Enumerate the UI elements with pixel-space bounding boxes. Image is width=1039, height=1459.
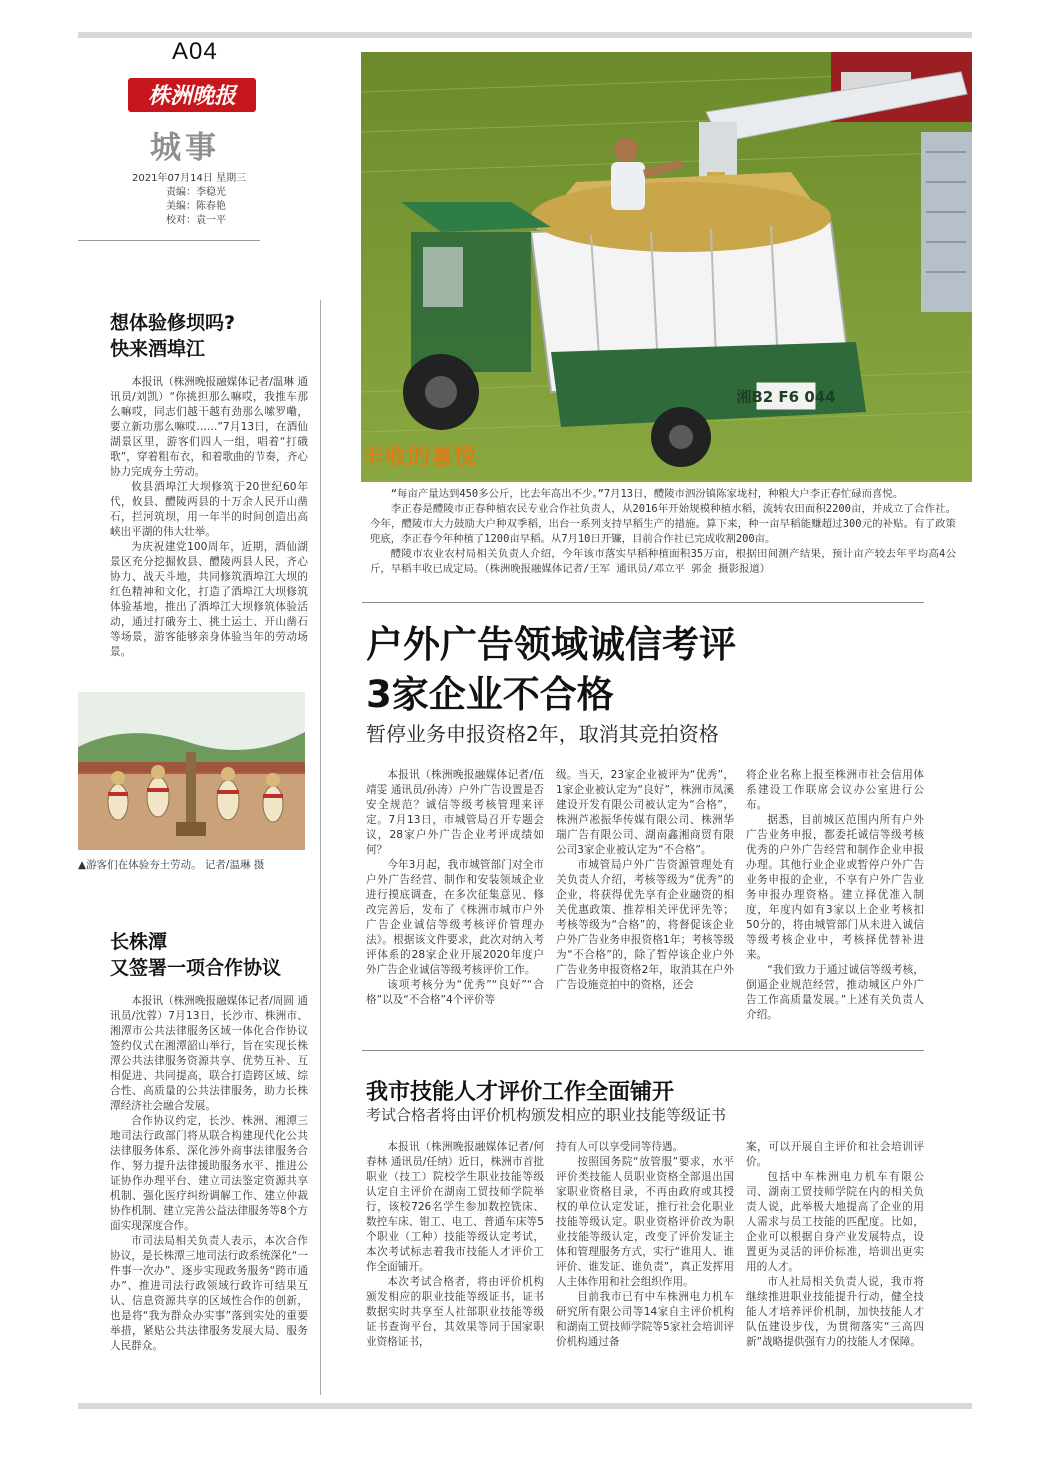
page-number: A04 <box>172 38 218 65</box>
harvest-photo <box>361 52 972 482</box>
skills-paragraph: 本报讯（株洲晚报融媒体记者/何春林 通讯员/任纳）近日，株洲市首批职业（技工）院校学生职业技能等级认定自主评价在湖南工贸技师学院举行，该校726名学生参加数控铣床、数控车床、钳工、电工、普通车床等5个职业（工种）技能等级认定考试，本次考试标志着我市技能人才评价工作全面铺开。 <box>366 1141 544 1273</box>
czt-title-2: 又签署一项合作协议 <box>110 957 282 979</box>
ads-paragraph: 本报讯（株洲晚报融媒体记者/伍靖雯 通讯员/孙涛）户外广告设置是否安全规范？诚信等级考核管理来评定。7月13日，市城管局召开专题会议，28家户外广告企业考评成绩如何？ <box>366 769 544 856</box>
harvest-paragraph: “每亩产量达到450多公斤，比去年高出不少。”7月13日，醴陵市泗汾镇陈家垅村，种粮大户李正春忙碌而喜悦。 <box>390 488 904 500</box>
license-plate: 湘B2 F6 044 <box>736 388 836 406</box>
skills-col-1 <box>366 1140 544 1390</box>
ads-paragraph: 将企业名称上报至株洲市社会信用体系建设工作联席会议办公室进行公布。 <box>746 769 924 811</box>
skills-paragraph: 目前我市已有中车株洲电力机车研究所有限公司等14家自主评价机构和湖南工贸技师学院等5家社会培训评价机构通过备 <box>556 1291 734 1348</box>
ads-col-2 <box>556 768 734 1040</box>
ads-subheadline: 暂停业务申报资格2年，取消其竞拍资格 <box>366 722 719 746</box>
harvest-paragraph: 醴陵市农业农村局相关负责人介绍，今年该市落实早稻种植面积35万亩，根据田间测产结果，预计亩产较去年平均高4公斤，早稻丰收已成定局。（株洲晚报融媒体记者/王军 通讯员/邓立平 郭金 摄影报道） <box>370 548 956 575</box>
skills-subheadline: 考试合格者将由评价机构颁发相应的职业技能等级证书 <box>366 1106 727 1124</box>
header-rule <box>78 240 260 241</box>
skills-paragraph: 持有人可以享受同等待遇。 <box>556 1141 684 1153</box>
section-rule <box>362 602 924 603</box>
column-divider <box>320 300 321 1395</box>
ads-col-1 <box>366 768 544 1040</box>
czt-paragraph: 合作协议约定，长沙、株洲、湘潭三地司法行政部门将从联合构建现代化公共法律服务体系、深化涉外商事法律服务合作、努力提升法律援助服务水平、推进公证协作办理平台、建立司法鉴定资源共享机制、强化医疗纠纷调解工作、建立仲裁协作机制、建立完善公益法律服务等8个方面实现深度合作。 <box>110 1115 308 1232</box>
proofreader: 校对：袁一平 <box>166 215 226 226</box>
skills-paragraph: 包括中车株洲电力机车有限公司、湖南工贸技师学院在内的相关负责人说，此举极大地提高了企业的用人需求与员工技能的匹配度。比如，企业可以根据自身产业发展特点，设置更为灵活的评价标准，培训出更实用的人才。 <box>746 1171 924 1273</box>
skills-col-2 <box>556 1140 734 1390</box>
ads-paragraph: 该项考核分为“优秀”“良好”“合格”以及“不合格”4个评价等 <box>366 979 544 1006</box>
section-rule-2 <box>362 1050 924 1051</box>
czt-paragraph: 市司法局相关负责人表示，本次合作协议，是长株潭三地司法行政系统深化“一件事一次办”、逐步实现政务服务“跨市通办”、推进司法行政领域行政许可结果互认、信息资源共享的区域性合作的创新，也是将“我为群众办实事”落到实处的重要举措，紧贴公共法律服务发展大局、服务人民群众。 <box>110 1235 308 1352</box>
skills-col-3 <box>746 1140 924 1390</box>
harvest-paragraph: 李正春是醴陵市正春种植农民专业合作社负责人，从2016年开始规模种植水稻，流转农田面积2200亩，并成立了合作社。今年，醴陵市大力鼓励大户种双季稻，出台一系列支持早稻生产的措施。算下来，种一亩早稻能赚超过300元的补贴。有了政策兜底，李正春今年种植了1200亩早稻。从7月10日开镰，目前合作社已完成收割200亩。 <box>370 503 956 545</box>
masthead-text: 株洲晚报 <box>147 83 237 109</box>
harvest-title: 丰收的喜悦 <box>362 445 478 470</box>
skills-paragraph: 本次考试合格者，将由评价机构颁发相应的职业技能等级证书，证书数据实时共享至人社部职业技能等级证书查询平台，其效果等同于国家职业资格证书， <box>366 1276 544 1348</box>
ads-paragraph: 级。当天，23家企业被评为“优秀”，1家企业被认定为“良好”，株洲市凤溪建设开发有限公司被认定为“合格”，株洲芦凇振华传媒有限公司、株洲华瑞广告有限公司、湖南鑫湘商贸有限公司3家企业被认定为“不合格”。 <box>556 769 734 856</box>
skills-headline: 我市技能人才评价工作全面铺开 <box>366 1080 675 1105</box>
czt-paragraph: 本报讯（株洲晚报融媒体记者/周圆 通讯员/沈蓉）7月13日，长沙市、株洲市、湘潭市公共法律服务区域一体化合作协议签约仪式在湘潭韶山举行，旨在实现长株潭公共法律服务资源共享、优势互补、互相促进、共同提高，联合打造跨区域、综合性、高质量的公共法律服务，助力长株潭经济社会融合发展。 <box>110 995 308 1112</box>
tamping-photo <box>78 692 305 850</box>
ads-headline-1: 户外广告领域诚信考评 <box>366 623 736 666</box>
tamping-caption: ▲游客们在体验夯土劳动。 记者/温琳 摄 <box>78 859 265 871</box>
designer: 美编：陈春艳 <box>166 201 226 212</box>
czt-body <box>110 994 308 1389</box>
dam-paragraph: 攸县酒埠江大坝修筑于20世纪60年代，攸县、醴陵两县的十万余人民开山凿石，拦河筑坝，用一年半的时间创造出高峡出平湖的伟大壮举。 <box>110 481 308 538</box>
ads-paragraph: “我们致力于通过诚信等级考核，倒逼企业规范经营，推动城区户外广告工作高质量发展。”上述有关负责人介绍。 <box>746 964 924 1021</box>
skills-paragraph: 市人社局相关负责人说，我市将继续推进职业技能提升行动，健全技能人才培养评价机制，加快技能人才队伍建设步伐，为贯彻落实“三高四新”战略提供强有力的技能人才保障。 <box>746 1276 924 1348</box>
dam-paragraph: 本报讯（株洲晚报融媒体记者/温琳 通讯员/刘凯）“你挑担那么嘛哎，我推车那么嘛哎，同志们越干越有劲那么嗦罗嘞，要立新功那么嘛哎……”7月13日，在酒仙湖景区里，游客们四人一组，唱着“打硪歌”，穿着粗布衣，和着歌曲的节奏，齐心协力完成夯土劳动。 <box>110 376 308 478</box>
skills-paragraph: 按照国务院“放管服”要求，水平评价类技能人员职业资格全部退出国家职业资格目录，不再由政府或其授权的单位认定发证，推行社会化职业技能等级认定。职业资格评价改为职业技能等级认定，改变了评价发证主体和管理服务方式，实行“谁用人、谁评价、谁发证、谁负责”，真正发挥用人主体作用和社会组织作用。 <box>556 1156 734 1288</box>
masthead-logo <box>128 78 256 112</box>
ads-paragraph: 据悉，目前城区范围内所有户外广告业务申报，都委托诚信等级考核优秀的户外广告经营和制作企业申报办理。其他行业企业或暂停户外广告业务申报的企业，不享有户外广告业务申报办理资格。建立择优准入制度，年度内如有3家以上企业考核扣50分的，将由城管部门从未进入诚信等级考核企业中，考核择优替补进来。 <box>746 814 924 961</box>
editor: 责编：李稳光 <box>166 187 226 198</box>
section-title: 城事 <box>150 130 220 166</box>
dam-title-2: 快来酒埠江 <box>110 338 206 360</box>
bottom-rule <box>78 1403 972 1409</box>
dam-title-1: 想体验修坝吗? <box>110 312 236 334</box>
ads-headline-2: 3家企业不合格 <box>366 673 614 716</box>
dam-body <box>110 375 308 685</box>
dam-paragraph: 为庆祝建党100周年，近期，酒仙湖景区充分挖掘攸县、醴陵两县人民，齐心协力、战天斗地，共同修筑酒埠江大坝的红色精神和文化，打造了酒埠江大坝修筑体验基地，推出了酒埠江大坝修筑体验活动，通过打硪夯土、挑土运土、开山凿石等场景，游客能够亲身体验当年的劳动场景。 <box>110 541 308 658</box>
masthead-meta <box>132 172 246 228</box>
ads-paragraph: 今年3月起，我市城管部门对全市户外广告经营、制作和安装领域企业进行摸底调查，在多次征集意见、修改完善后，发布了《株洲市城市户外广告企业诚信等级考核评价管理办法》。根据该文件要求，此次对纳入考评体系的28家企业开展2020年度户外广告企业诚信等级考核评价工作。 <box>366 859 544 976</box>
harvest-caption <box>370 487 956 577</box>
skills-paragraph: 案，可以开展自主评价和社会培训评价。 <box>746 1141 924 1168</box>
ads-col-3 <box>746 768 924 1040</box>
czt-title-1: 长株潭 <box>110 931 168 953</box>
ads-paragraph: 市城管局户外广告资源管理处有关负责人介绍，考核等级为“优秀”的企业，将获得优先享有企业融资的相关优惠政策、推荐相关评优评先等；考核等级为“合格”的，将督促该企业户外广告业务申报资格1年；考核等级为“不合格”的，除了暂停该企业户外广告业务申报资格2年，取消其在户外广告设施竞拍中的资格，还会 <box>556 859 734 991</box>
issue-date: 2021年07月14日 星期三 <box>132 173 247 184</box>
